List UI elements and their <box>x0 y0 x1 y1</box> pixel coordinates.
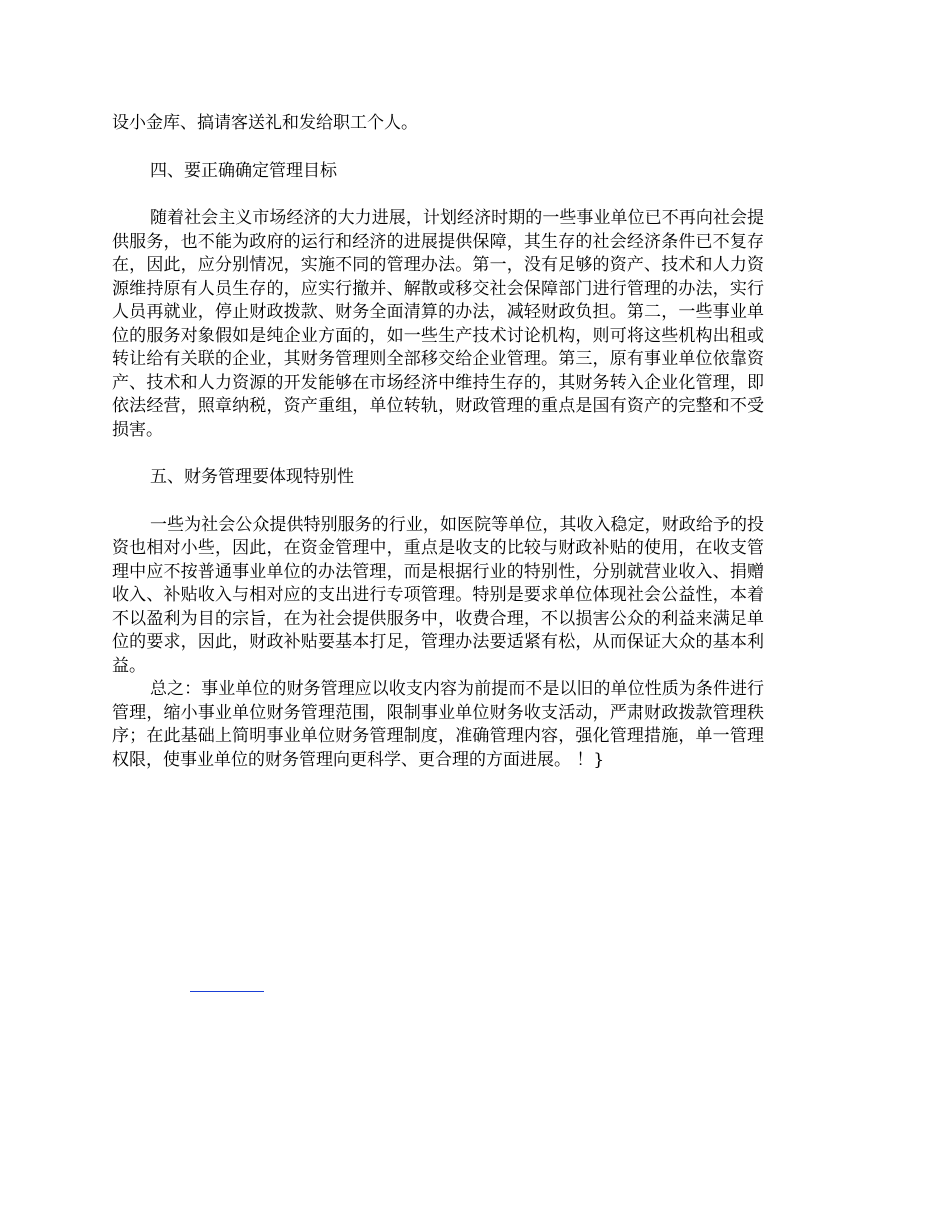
section-heading-5: 五、财务管理要体现特别性 <box>150 467 354 487</box>
hyperlink-underline[interactable] <box>190 991 264 992</box>
paragraph-conclusion: 总之：事业单位的财务管理应以收支内容为前提而不是以旧的单位性质为条件进行管理，缩小事业单位财务管理范围，限制事业单位财务收支活动，严肃财政拨款管理秩序；在此基础上简明事业单位财务管理制度，准确管理内容，强化管理措施，单一管理权限，使事业单位的财务管理向更科学、更合理的方面进展。 ！} <box>112 679 764 770</box>
paragraph-continuation: 设小金库、搞请客送礼和发给职工个人。 <box>112 113 418 133</box>
paragraph-special-services: 一些为社会公众提供特别服务的行业，如医院等单位，其收入稳定，财政给予的投资也相对小些，因此，在资金管理中，重点是收支的比较与财政补贴的使用，在收支管理中应不按普通事业单位的办法管理，而是根据行业的特别性，分别就营业收入、捐赠收入、补贴收入与相对应的支出进行专项管理。特别是要求单位体现社会公益性，本着不以盈利为目的宗旨，在为社会提供服务中，收费合理，不以损害公众的利益来满足单位的要求，因此，财政补贴要基本打足，管理办法要适紧有松，从而保证大众的基本利益。 <box>112 514 764 676</box>
section-heading-4: 四、要正确确定管理目标 <box>150 160 337 181</box>
paragraph-management-goals: 随着社会主义市场经济的大力进展，计划经济时期的一些事业单位已不再向社会提供服务，也不能为政府的运行和经济的进展提供保障，其生存的社会经济条件已不复存在，因此，应分别情况，实施不同的管理办法。第一，没有足够的资产、技术和人力资源维持原有人员生存的，应实行撤并、解散或移交社会保障部门进行管理的办法，实行人员再就业，停止财政拨款、财务全面清算的办法，减轻财政负担。第二，一些事业单位的服务对象假如是纯企业方面的，如一些生产技术讨论机构，则可将这些机构出租或转让给有关联的企业，其财务管理则全部移交给企业管理。第三，原有事业单位依靠资产、技术和人力资源的开发能够在市场经济中维持生存的，其财务转入企业化管理，即依法经营，照章纳税，资产重组，单位转轨，财政管理的重点是国有资产的完整和不受损害。 <box>112 208 764 440</box>
document-body <box>112 112 764 772</box>
